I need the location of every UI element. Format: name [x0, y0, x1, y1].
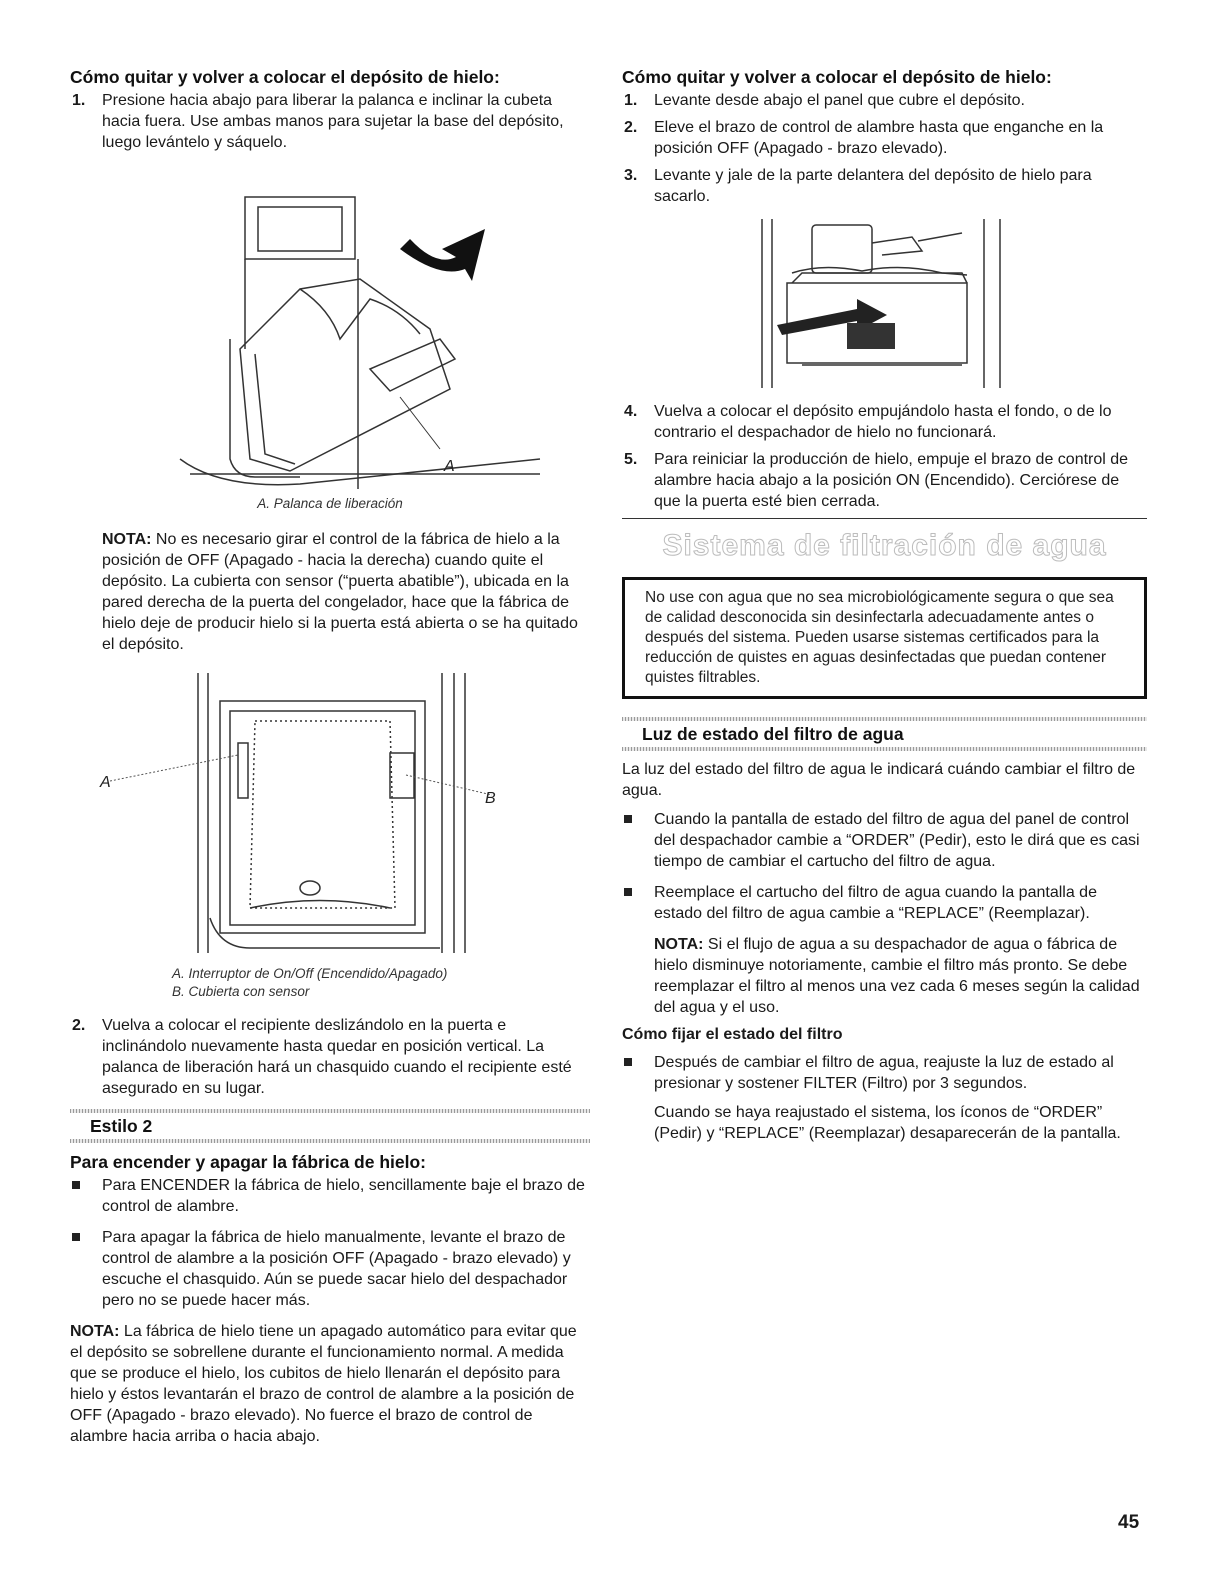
right-column [622, 66, 1147, 1152]
step-r3: 3. Levante y jale de la parte delantera del depósito de hielo para sacarlo. [624, 167, 1092, 205]
reset-subhead: Cómo fijar el estado del filtro [622, 1026, 843, 1043]
nota-1: NOTA: No es necesario girar el control de la fábrica de hielo a la posición de OFF (Apagado - hacia la derecha) cuando quite el depósito. La cubierta con sensor (“puerta abatible”), ubicada en la pared derecha de la puerta del congelador, hace que la fábrica de hielo deje de producir hielo si la puerta está abierta o se ha quitado el depósito. [102, 531, 578, 653]
bullet-order: Cuando la pantalla de estado del filtro de agua del panel de control del despachador cambie a “ORDER” (Pedir), esto le dirá que es casi tiempo de cambiar el cartucho del filtro de agua. [622, 809, 1147, 872]
page-number: 45 [1118, 1512, 1140, 1533]
step-r5: 5. Para reiniciar la producción de hielo, empuje el brazo de control de alambre hacia abajo a la posición ON (Encendido). Cerciórese de que la puerta esté bien cerrada. [624, 451, 1129, 510]
filter-status-band [622, 717, 1147, 751]
filter-status-title: Luz de estado del filtro de agua [642, 724, 904, 744]
bullet-reset: Después de cambiar el filtro de agua, reajuste la luz de estado al presionar y sostener FILTER (Filtro) por 3 segundos. [622, 1052, 1147, 1094]
fig1-label-a: A [444, 458, 455, 475]
step-1: 1. Presione hacia abajo para liberar la palanca e inclinar la cubeta hacia fuera. Use ambas manos para sujetar la base del depósito, luego levántelo y sáquelo. [72, 92, 564, 151]
heading-on-off: Para encender y apagar la fábrica de hielo: [70, 1152, 426, 1172]
step-r1: 1. Levante desde abajo el panel que cubre el depósito. [624, 92, 1025, 109]
warning-box: No use con agua que no sea microbiológicamente segura o que sea de calidad desconocida sin desinfectarla adecuadamente antes o después del sistema. Pueden usarse sistemas certificados para la reducción de quistes en aguas desinfectadas que puedan contener quistes filtrables. [622, 577, 1147, 699]
fig2-caption-a: A. Interruptor de On/Off (Encendido/Apagado) [172, 966, 448, 981]
ice-bin-tilt-illustration [70, 159, 590, 499]
fig2-caption-b: B. Cubierta con sensor [172, 984, 310, 999]
ice-bin-pull-illustration [622, 213, 1147, 395]
water-filtration-title: Sistema de filtración de agua [662, 529, 1107, 562]
steps-list-right-2 [622, 401, 1147, 512]
step-r2: 2. Eleve el brazo de control de alambre hasta que enganche en la posición OFF (Apagado - brazo elevado). [624, 119, 1104, 157]
step-2: 2. Vuelva a colocar el recipiente deslizándolo en la puerta e inclinándolo nuevamente hasta quedar en posición vertical. La palanca de liberación hará un chasquido cuando el recipiente esté asegurado en su lugar. [72, 1017, 572, 1097]
fig1-caption: A. Palanca de liberación [257, 496, 403, 511]
steps-list [70, 90, 590, 153]
steps-list-right [622, 90, 1147, 207]
style-2-title: Estilo 2 [90, 1116, 153, 1136]
filter-intro: La luz del estado del filtro de agua le indicará cuándo cambiar el filtro de agua. [622, 761, 1136, 799]
nota-2: NOTA: La fábrica de hielo tiene un apagado automático para evitar que el depósito se sobrellene durante el funcionamiento normal. A medida que se produce el hielo, los cubitos de hielo llenarán el depósito para hielo y éstos levantarán el brazo de control de alambre a la posición de OFF (Apagado - brazo elevado). No fuerce el brazo de control de alambre hacia arriba o hacia abajo. [70, 1323, 577, 1445]
style-2-band [70, 1109, 590, 1143]
fig2-label-b: B [485, 790, 496, 807]
section-divider [622, 518, 1147, 519]
step-r4: 4. Vuelva a colocar el depósito empujándolo hasta el fondo, o de lo contrario el despachador de hielo no funcionará. [624, 403, 1112, 441]
bullet-replace: Reemplace el cartucho del filtro de agua cuando la pantalla de estado del filtro de agua cambie a “REPLACE” (Reemplazar). [622, 882, 1147, 924]
bullet-off: Para apagar la fábrica de hielo manualmente, levante el brazo de control de alambre a la posición OFF (Apagado - brazo elevado) y escuche el chasquido. Aún se puede sacar hielo del despachador pero no se puede hacer más. [70, 1227, 590, 1311]
steps-list-2 [70, 1015, 590, 1099]
nota-3: NOTA: Si el flujo de agua a su despachador de agua o fábrica de hielo disminuye notoriamente, cambie el filtro más pronto. Se debe reemplazar el filtro al menos una vez cada 6 meses según la calidad del agua y el uso. [654, 936, 1140, 1016]
sensor-door-illustration [70, 663, 590, 963]
heading-remove-bin: Cómo quitar y volver a colocar el depósito de hielo: [70, 67, 500, 87]
heading-remove-bin-2: Cómo quitar y volver a colocar el depósito de hielo: [622, 67, 1052, 87]
reset-after: Cuando se haya reajustado el sistema, los íconos de “ORDER” (Pedir) y “REPLACE” (Reemplazar) desaparecerán de la pantalla. [654, 1104, 1121, 1142]
fig2-label-a: A [100, 774, 111, 791]
left-column [70, 66, 590, 1455]
bullet-on: Para ENCENDER la fábrica de hielo, sencillamente baje el brazo de control de alambre. [70, 1175, 590, 1217]
